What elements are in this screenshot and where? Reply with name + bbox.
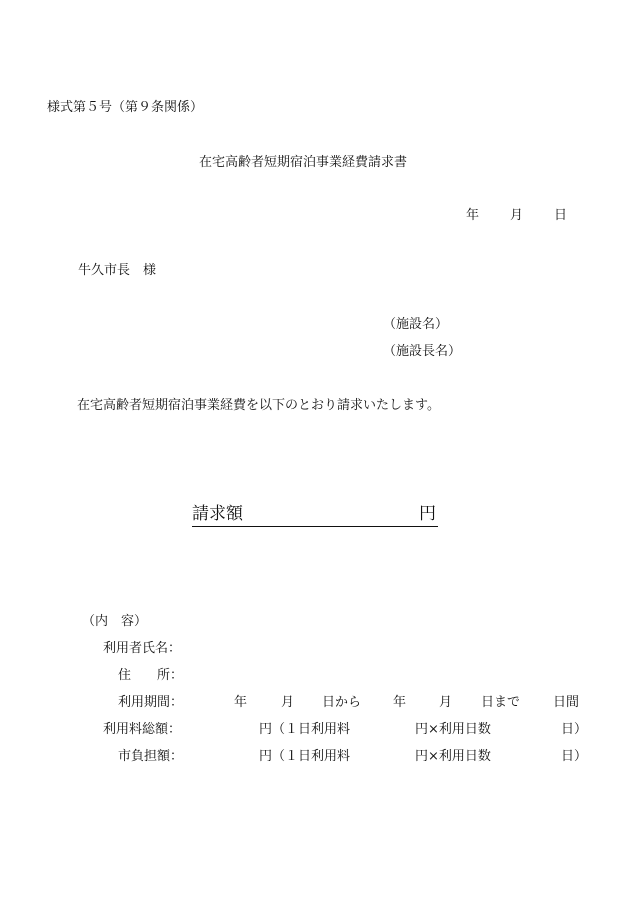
city-share-per-day: 円×利用日数 [415, 749, 491, 764]
user-name-label: 利用者氏名： [103, 641, 182, 656]
period-from-year: 年 [234, 695, 248, 710]
amount-unit: 円 [419, 504, 436, 524]
request-statement: 在宅高齢者短期宿泊事業経費を以下のとおり請求いたします。 [77, 398, 440, 413]
total-fee-label: 利用料総額： [103, 722, 182, 737]
facility-head-label: （施設長名） [383, 344, 462, 359]
total-fee-per-day: 円×利用日数 [415, 722, 491, 737]
period-from-month: 月 [281, 695, 295, 710]
total-fee-yen: 円（１日利用料 [259, 722, 351, 737]
date-year: 年 [466, 208, 480, 223]
amount-line [192, 504, 438, 527]
period-days: 日間 [553, 695, 580, 710]
period-label: 利用期間： [118, 695, 184, 710]
city-share-label: 市負担額： [118, 749, 184, 764]
form-number: 様式第５号（第９条関係） [47, 100, 204, 115]
period-to-month: 月 [439, 695, 453, 710]
details-heading: （内 容） [82, 614, 148, 629]
address-label: 住 所： [118, 668, 184, 683]
city-share-yen: 円（１日利用料 [259, 749, 351, 764]
total-fee-days-close: 日） [561, 722, 588, 737]
period-to-year: 年 [393, 695, 407, 710]
period-from-day: 日から [322, 695, 362, 710]
addressee: 牛久市長 様 [78, 263, 157, 278]
document-title: 在宅高齢者短期宿泊事業経費請求書 [199, 155, 408, 170]
amount-label: 請求額 [192, 504, 243, 524]
date-day: 日 [554, 208, 568, 223]
facility-name-label: （施設名） [383, 317, 449, 332]
date-month: 月 [510, 208, 524, 223]
period-to-day: 日まで [481, 695, 521, 710]
city-share-days-close: 日） [561, 749, 588, 764]
